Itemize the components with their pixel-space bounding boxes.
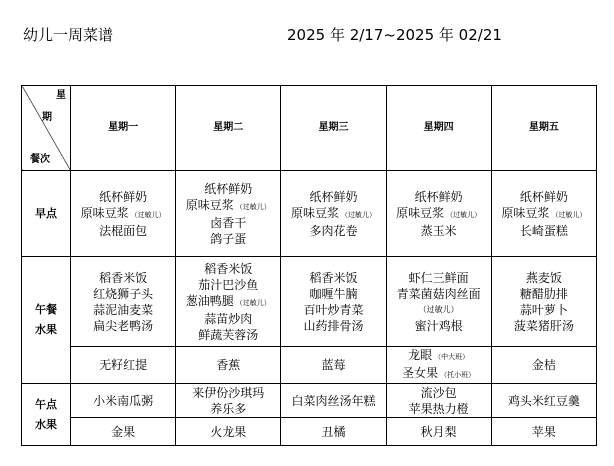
row-label-lunch: 午餐 水果 — [22, 257, 71, 384]
page-title: 幼儿一周菜谱 — [23, 26, 114, 44]
breakfast-cell-thu: 纸杯鲜奶 原味豆浆 （过敏儿） 蒸玉米 — [386, 171, 491, 257]
lunch-row — [22, 257, 597, 347]
day-header-wed: 星期三 — [281, 86, 386, 171]
snack-fruit-cell-tue: 火龙果 — [176, 418, 281, 446]
snack-cell-tue: 来伊份沙琪玛 养乐多 — [176, 384, 281, 418]
corner-label-period: 期 — [42, 112, 52, 123]
lunch-fruit-cell-thu: 龙眼 （中大班） 圣女果 （托小班） — [386, 347, 491, 384]
snack-fruit-cell-wed: 丑橘 — [281, 418, 386, 446]
breakfast-cell-wed: 纸杯鲜奶 原味豆浆 （过敏儿） 多肉花卷 — [281, 171, 386, 257]
breakfast-cell-mon: 纸杯鲜奶 原味豆浆 （过敏儿） 法棍面包 — [71, 171, 176, 257]
row-label-breakfast: 早点 — [22, 171, 71, 257]
date-range: 2025 年 2/17~2025 年 02/21 — [287, 26, 502, 44]
breakfast-cell-tue: 纸杯鲜奶 原味豆浆 （过敏儿） 卤香干 鸽子蛋 — [176, 171, 281, 257]
lunch-fruit-cell-tue: 香蕉 — [176, 347, 281, 384]
corner-label-meal: 餐次 — [30, 154, 50, 165]
snack-cell-wed: 白菜肉丝汤年糕 — [281, 384, 386, 418]
lunch-fruit-cell-mon: 无籽红提 — [71, 347, 176, 384]
corner-label-star: 星 — [56, 90, 66, 101]
lunch-cell-fri: 燕麦饭 糖醋肋排 蒜叶萝卜 菠菜猪肝汤 — [491, 257, 596, 347]
snack-fruit-row — [22, 418, 597, 446]
corner-cell — [22, 86, 71, 171]
lunch-cell-mon: 稻香米饭 红烧狮子头 蒜泥油麦菜 扁尖老鸭汤 — [71, 257, 176, 347]
snack-fruit-cell-mon: 金果 — [71, 418, 176, 446]
lunch-cell-tue: 稻香米饭 茄汁巴沙鱼 葱油鸭腿 （过敏儿） 蒜苗炒肉 鲜蔬芙蓉汤 — [176, 257, 281, 347]
snack-cell-mon: 小米南瓜粥 — [71, 384, 176, 418]
snack-row — [22, 384, 597, 418]
lunch-fruit-cell-wed: 蓝莓 — [281, 347, 386, 384]
header-row — [22, 86, 597, 171]
snack-cell-fri: 鸡头米红豆羹 — [491, 384, 596, 418]
breakfast-cell-fri: 纸杯鲜奶 原味豆浆 （过敏儿） 长崎蛋糕 — [491, 171, 596, 257]
day-header-tue: 星期二 — [176, 86, 281, 171]
breakfast-row — [22, 171, 597, 257]
day-header-thu: 星期四 — [386, 86, 491, 171]
snack-cell-thu: 流沙包 苹果热力橙 — [386, 384, 491, 418]
snack-fruit-cell-fri: 苹果 — [491, 418, 596, 446]
menu-table — [21, 85, 597, 446]
day-header-mon: 星期一 — [71, 86, 176, 171]
day-header-fri: 星期五 — [491, 86, 596, 171]
lunch-fruit-row — [22, 347, 597, 384]
lunch-cell-wed: 稻香米饭 咖喱牛腩 百叶炒青菜 山药排骨汤 — [281, 257, 386, 347]
lunch-fruit-cell-fri: 金桔 — [491, 347, 596, 384]
row-label-afternoon: 午点 水果 — [22, 384, 71, 446]
lunch-cell-thu: 虾仁三鲜面 青菜菌菇肉丝面 （过敏儿） 蜜汁鸡根 — [386, 257, 491, 347]
snack-fruit-cell-thu: 秋月梨 — [386, 418, 491, 446]
